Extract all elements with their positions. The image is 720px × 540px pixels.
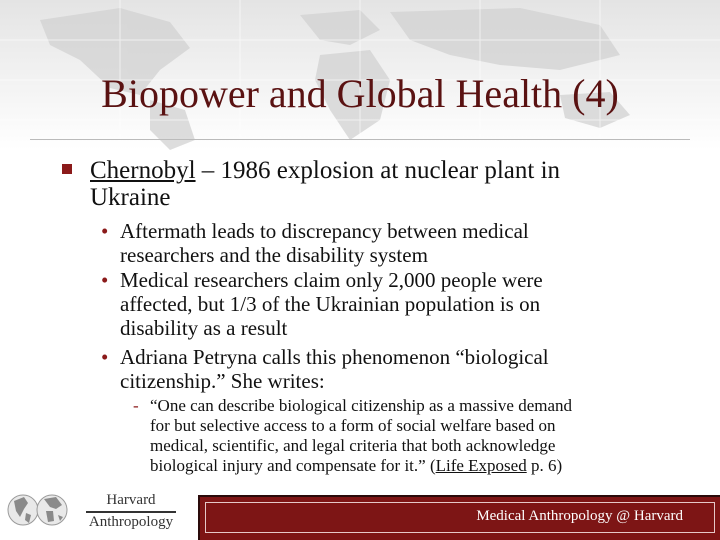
quote-block [150, 396, 670, 476]
sub-bullet-1-line-2: researchers and the disability system [120, 243, 428, 267]
quote-line-4-start: biological injury and compensate for it.” ( [150, 456, 436, 475]
sub-bullet-icon: • [101, 345, 109, 369]
sub-bullet-1-line-1: Aftermath leads to discrepancy between medical [120, 219, 529, 243]
globe-icon [6, 487, 70, 533]
sub-bullet-2-line-1: Medical researchers claim only 2,000 people were [120, 268, 543, 292]
quote-line-1: “One can describe biological citizenship as a massive demand [150, 396, 573, 415]
course-name: Medical Anthropology @ Harvard [476, 508, 683, 524]
sub-bullet-2-line-2: affected, but 1/3 of the Ukrainian population is on [120, 292, 541, 316]
sub-bullet-2-line-3: disability as a result [120, 316, 288, 340]
quote-line-4-end: p. 6) [526, 456, 563, 475]
logo-line-2: Anthropology [88, 514, 174, 530]
chernobyl-term: Chernobyl [90, 157, 196, 184]
slide-title: Biopower and Global Health (4) [101, 71, 619, 116]
quote-line-3: medical, scientific, and legal criteria that both acknowledge [150, 436, 556, 455]
sub-bullet-icon: • [101, 268, 109, 292]
sub-bullet-3 [120, 345, 630, 393]
quote-bullet-icon: - [133, 396, 139, 415]
logo-line-1: Harvard [106, 492, 156, 508]
main-bullet-line1: – 1986 explosion at nuclear plant in [195, 157, 561, 184]
main-bullet-line2: Ukraine [90, 184, 171, 211]
book-title: Life Exposed [435, 456, 527, 475]
quote-line-2: for but selective access to a form of social welfare based on [150, 416, 556, 435]
logo-divider [86, 511, 176, 513]
sub-bullet-3-line-2: citizenship.” She writes: [120, 369, 325, 393]
sub-bullet-1 [120, 219, 630, 267]
sub-bullet-3-line-1: Adriana Petryna calls this phenomenon “biological [120, 345, 549, 369]
sub-bullet-2 [120, 268, 630, 340]
sub-bullet-icon: • [101, 219, 109, 243]
square-bullet-icon [62, 164, 72, 174]
main-bullet-text [90, 157, 650, 211]
